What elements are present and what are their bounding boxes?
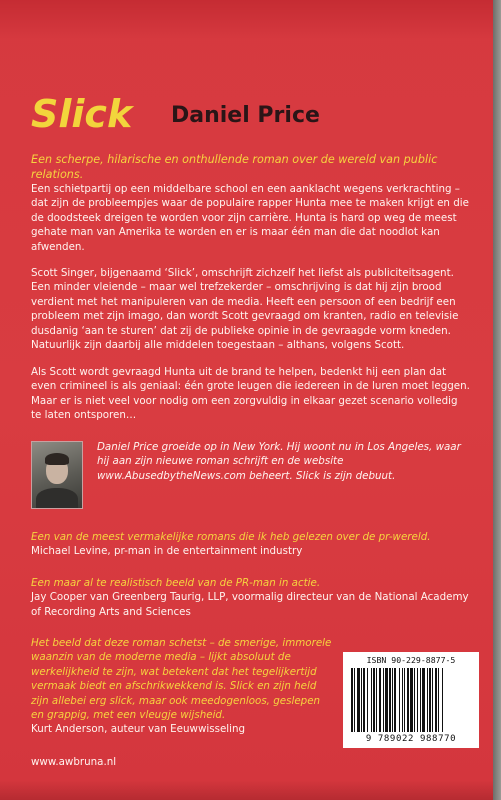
book-author: Daniel Price <box>171 103 320 128</box>
review-quote-3 <box>31 636 336 737</box>
ean-number: 9 789022 988770 <box>365 734 457 744</box>
blurb-paragraph-1: Een schietpartij op een middelbare school en een aanklacht wegens verkrachting – dat zijn de probleempjes waar de populaire rapper Hunta mee te maken krijgt en die de doodsteek dreigen te worden voor zijn carrière. Hunta is hard op weg de meest gehate man van Amerika te worden en er is maar één man die dat noodlot kan afwenden. <box>31 183 469 253</box>
review-quote-text: Een maar al te realistisch beeld van de PR-man in actie. <box>31 577 321 589</box>
review-quote-1 <box>31 530 471 559</box>
barcode-icon <box>351 668 471 732</box>
book-title: Slick <box>31 92 133 136</box>
author-photo-shoulders <box>36 488 78 509</box>
blurb-paragraph-3: Als Scott wordt gevraagd Hunta uit de brand te helpen, bedenkt hij een plan dat even crimineel is als geniaal: één grote leugen die iedereen in de luren moet leggen. Maar er is niet veel voor nodig om een zorgvuldig in elkaar gezet scenario volledig te laten ontsporen… <box>31 366 470 422</box>
review-quote-text: Een van de meest vermakelijke romans die ik heb gelezen over de pr-wereld. <box>31 531 431 543</box>
isbn-number: ISBN 90-229-8877-5 <box>366 655 456 665</box>
title-block <box>31 92 471 136</box>
review-quote-source: Jay Cooper van Greenberg Taurig, LLP, voormalig directeur van de National Academy of Recording Arts and Sciences <box>31 591 469 618</box>
review-quote-text: Het beeld dat deze roman schetst – de smerige, immorele waanzin van de moderne media – lijkt absoluut de werkelijkheid te zijn, wat betekent dat het tegelijkertijd vermaak biedt en afschrikwekkend is. Slick en zijn held zijn allebei erg slick, maar ook meedogenloos, geslepen en grappig, met een vleugje wijsheid. <box>31 637 332 722</box>
blurb-paragraph-2: Scott Singer, bijgenaamd ‘Slick’, omschrijft zichzelf het liefst als publiciteitsagent. Een minder vleiende – maar wel trefzekerder – omschrijving is dat hij zijn brood verdient met het manipuleren van de media. Heeft een persoon of een bedrijf een probleem met zijn imago, dan wordt Scott gevraagd om kranten, radio en televisie dusdanig ‘aan te sturen’ dat zij de publieke opinie in de gevraagde vorm kneden. Natuurlijk zijn daarbij alle middelen toegestaan – althans, volgens Scott. <box>31 267 459 352</box>
review-quote-2 <box>31 576 471 619</box>
review-quote-source: Michael Levine, pr-man in de entertainment industry <box>31 545 303 558</box>
review-quote-source: Kurt Anderson, auteur van Eeuwwisseling <box>31 723 246 736</box>
author-bio: Daniel Price groeide op in New York. Hij woont nu in Los Angeles, waar hij aan zijn nieuwe roman schrijft en de website www.AbusedbytheNews.com beheert. Slick is zijn debuut. <box>97 441 461 482</box>
cover-top-edge <box>0 0 493 40</box>
author-photo <box>31 441 83 509</box>
publisher-website[interactable]: www.awbruna.nl <box>31 756 117 768</box>
tagline: Een scherpe, hilarische en onthullende roman over de wereld van public relations. <box>31 153 438 181</box>
barcode-panel <box>343 652 479 748</box>
cover-bottom-edge <box>0 780 493 800</box>
page-edge <box>493 0 501 800</box>
author-photo-hair <box>45 453 69 465</box>
